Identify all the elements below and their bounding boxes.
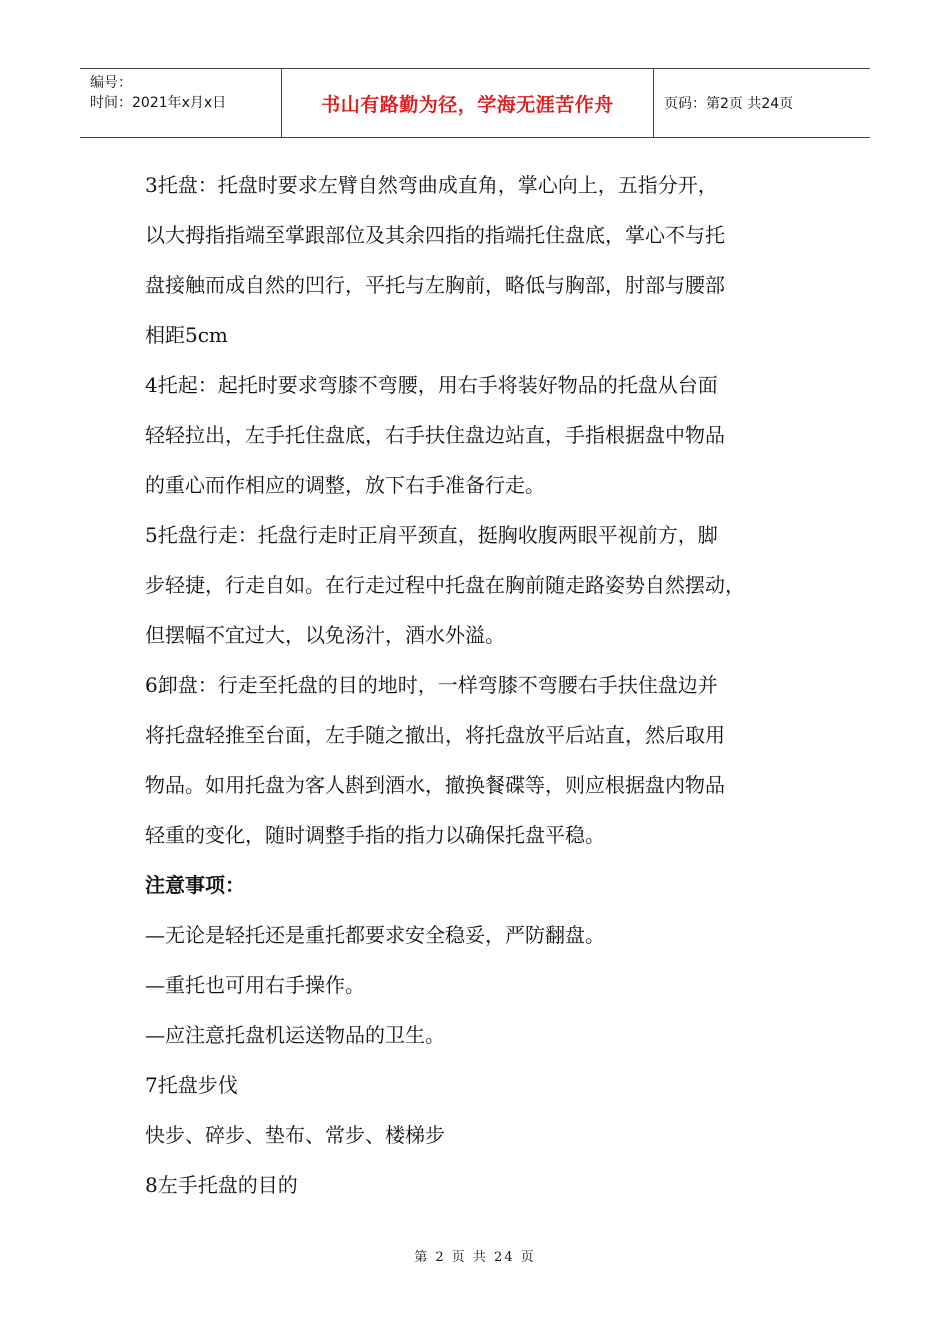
body-line: 4托起：起托时要求弯膝不弯腰，用右手将装好物品的托盘从台面 (145, 373, 718, 397)
body-line: 的重心而作相应的调整，放下右手准备行走。 (145, 473, 545, 497)
body-line: 6卸盘：行走至托盘的目的地时，一样弯膝不弯腰右手扶住盘边并 (145, 673, 718, 697)
page-header (80, 68, 870, 138)
document-body (145, 160, 835, 1210)
header-meta (80, 69, 282, 137)
header-page-info: 页码：第2页 共24页 (664, 96, 794, 112)
section-heading: 注意事项： (145, 873, 245, 897)
page-footer: 第 2 页 共 24 页 (414, 1250, 536, 1265)
body-line: 以大拇指指端至掌跟部位及其余四指的指端托住盘底，掌心不与托 (145, 223, 725, 247)
body-line: 将托盘轻推至台面，左手随之撤出，将托盘放平后站直，然后取用 (145, 723, 725, 747)
body-line: 快步、碎步、垫布、常步、楼梯步 (145, 1123, 445, 1147)
body-line: 物品。如用托盘为客人斟到酒水，撤换餐碟等，则应根据盘内物品 (145, 773, 725, 797)
document-time: 时间：2021年x月x日 (90, 95, 227, 111)
body-line: 轻重的变化，随时调整手指的指力以确保托盘平稳。 (145, 823, 605, 847)
body-line: 7托盘步伐 (145, 1073, 238, 1097)
body-line: 相距5cm (145, 323, 228, 347)
body-line: 轻轻拉出，左手托住盘底，右手扶住盘边站直，手指根据盘中物品 (145, 423, 725, 447)
body-line: —重托也可用右手操作。 (145, 973, 365, 997)
document-number: 编号： (90, 75, 132, 91)
body-line: 但摆幅不宜过大，以免汤汁，酒水外溢。 (145, 623, 505, 647)
body-line: —无论是轻托还是重托都要求安全稳妥，严防翻盘。 (145, 923, 605, 947)
body-line: 盘接触而成自然的凹行，平托与左胸前，略低与胸部，肘部与腰部 (145, 273, 725, 297)
body-line: 步轻捷，行走自如。在行走过程中托盘在胸前随走路姿势自然摆动， (145, 573, 745, 597)
body-line: 3托盘：托盘时要求左臂自然弯曲成直角，掌心向上，五指分开， (145, 173, 718, 197)
header-motto: 书山有路勤为径，学海无涯苦作舟 (282, 69, 654, 137)
body-line: 5托盘行走：托盘行走时正肩平颈直，挺胸收腹两眼平视前方，脚 (145, 523, 718, 547)
body-line: —应注意托盘机运送物品的卫生。 (145, 1023, 445, 1047)
body-line: 8左手托盘的目的 (145, 1173, 298, 1197)
